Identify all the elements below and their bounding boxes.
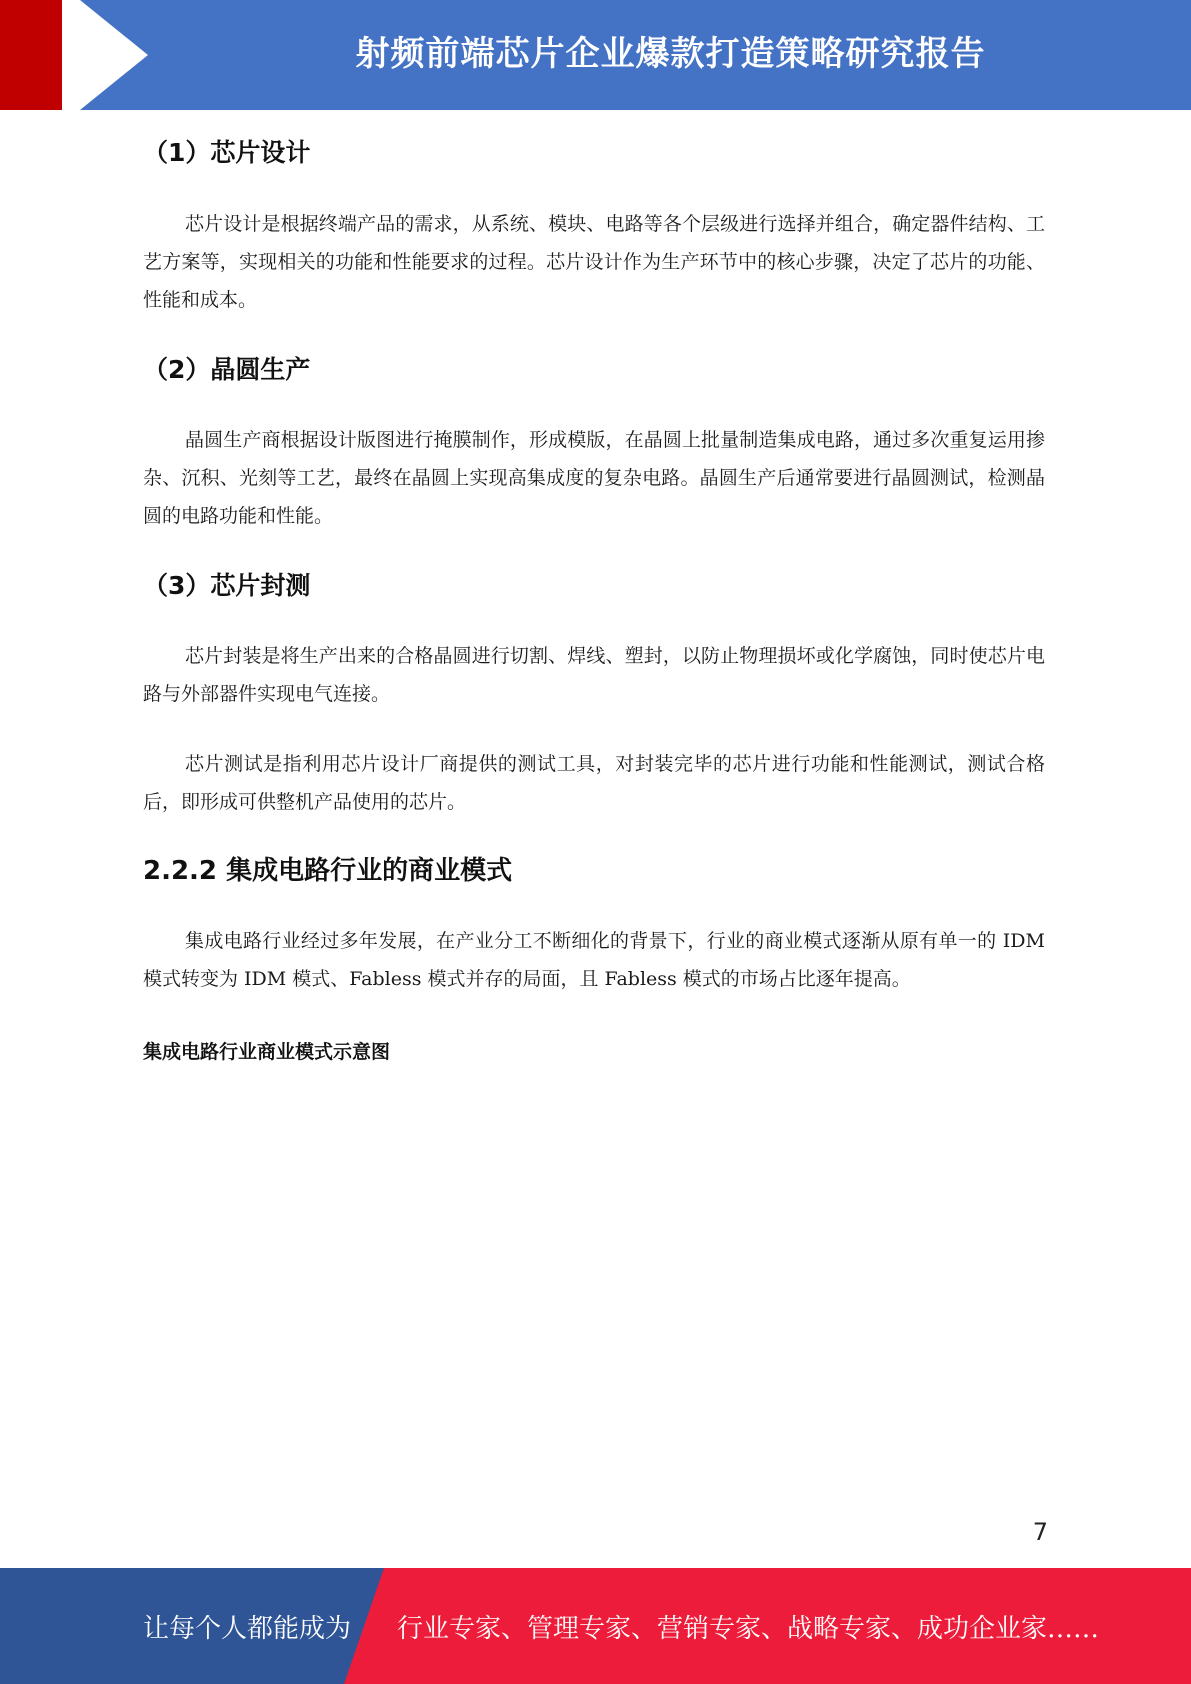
section-heading-wafer-production: （2）晶圆生产	[143, 355, 311, 384]
section-heading-chip-design: （1）芯片设计	[143, 138, 311, 167]
paragraph-packaging: 芯片封装是将生产出来的合格晶圆进行切割、焊线、塑封，以防止物理损坏或化学腐蚀，同时使芯片电路与外部器件实现电气连接。	[143, 645, 1045, 705]
report-title: 射频前端芯片企业爆款打造策略研究报告	[355, 34, 986, 74]
section-heading-packaging-testing: （3）芯片封测	[143, 571, 311, 600]
paragraph-wafer-production: 晶圆生产商根据设计版图进行掩膜制作，形成模版，在晶圆上批量制造集成电路，通过多次重复运用掺杂、沉积、光刻等工艺，最终在晶圆上实现高集成度的复杂电路。晶圆生产后通常要进行晶圆测试，检测晶圆的电路功能和性能。	[143, 429, 1045, 527]
paragraph-testing: 芯片测试是指利用芯片设计厂商提供的测试工具，对封装完毕的芯片进行功能和性能测试，测试合格后，即形成可供整机产品使用的芯片。	[143, 753, 1045, 813]
figure-caption: 集成电路行业商业模式示意图	[143, 1041, 391, 1063]
subsection-heading-business-model: 2.2.2 集成电路行业的商业模式	[143, 856, 513, 886]
page-number: 7	[1032, 1518, 1048, 1546]
page-footer	[0, 1568, 1191, 1684]
footer-slogan-right: 行业专家、管理专家、营销专家、战略专家、成功企业家……	[397, 1614, 1100, 1644]
paragraph-chip-design: 芯片设计是根据终端产品的需求，从系统、模块、电路等各个层级进行选择并组合，确定器件结构、工艺方案等，实现相关的功能和性能要求的过程。芯片设计作为生产环节中的核心步骤，决定了芯片的功能、性能和成本。	[143, 213, 1045, 311]
footer-slogan-left: 让每个人都能成为	[143, 1614, 352, 1644]
page-header	[0, 0, 1191, 110]
paragraph-business-model: 集成电路行业经过多年发展，在产业分工不断细化的背景下，行业的商业模式逐渐从原有单一的 IDM 模式转变为 IDM 模式、Fabless 模式并存的局面，且 Fabless 模式的市场占比逐年提高。	[143, 930, 1045, 990]
